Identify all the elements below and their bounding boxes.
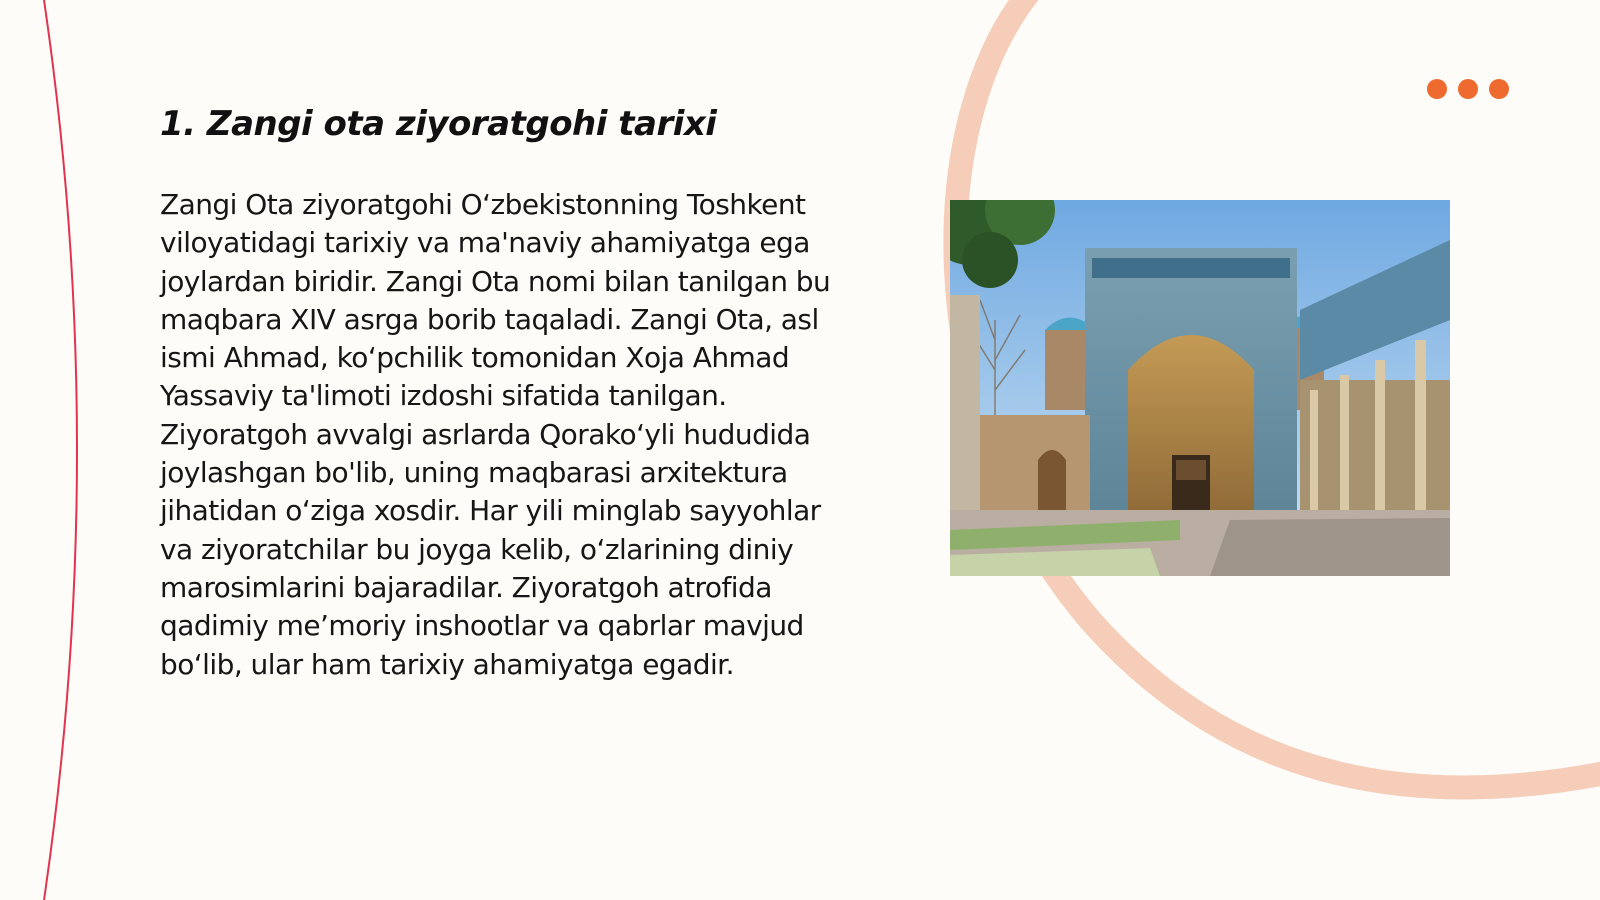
dot xyxy=(1458,79,1478,99)
slide-title: 1. Zangi ota ziyoratgohi tarixi xyxy=(160,104,717,144)
more-dots-icon[interactable] xyxy=(1427,79,1509,99)
dot xyxy=(1489,79,1509,99)
mausoleum-photo xyxy=(950,200,1450,576)
dot xyxy=(1427,79,1447,99)
left-red-curve xyxy=(44,0,77,900)
slide-body-text: Zangi Ota ziyoratgohi O‘zbekistonning Toshkent viloyatidagi tarixiy va ma'naviy ahamiyatga ega joylardan biridir. Zangi Ota nomi bilan tanilgan bu maqbara XIV asrga borib taqaladi. Zangi Ota, asl ismi Ahmad, ko‘pchilik tomonidan Xoja Ahmad Yassaviy ta'limoti izdoshi sifatida tanilgan. Ziyoratgoh avvalgi asrlarda Qorako‘yli hududida joylashgan bo'lib, uning maqbarasi arxitektura jihatidan o‘ziga xosdir. Har yili minglab sayyohlar va ziyoratchilar bu joyga kelib, o‘zlarining diniy marosimlarini bajaradilar. Ziyoratgoh atrofida qadimiy me’moriy inshootlar va qabrlar mavjud bo‘lib, ular ham tarixiy ahamiyatga egadir. xyxy=(160,188,831,681)
